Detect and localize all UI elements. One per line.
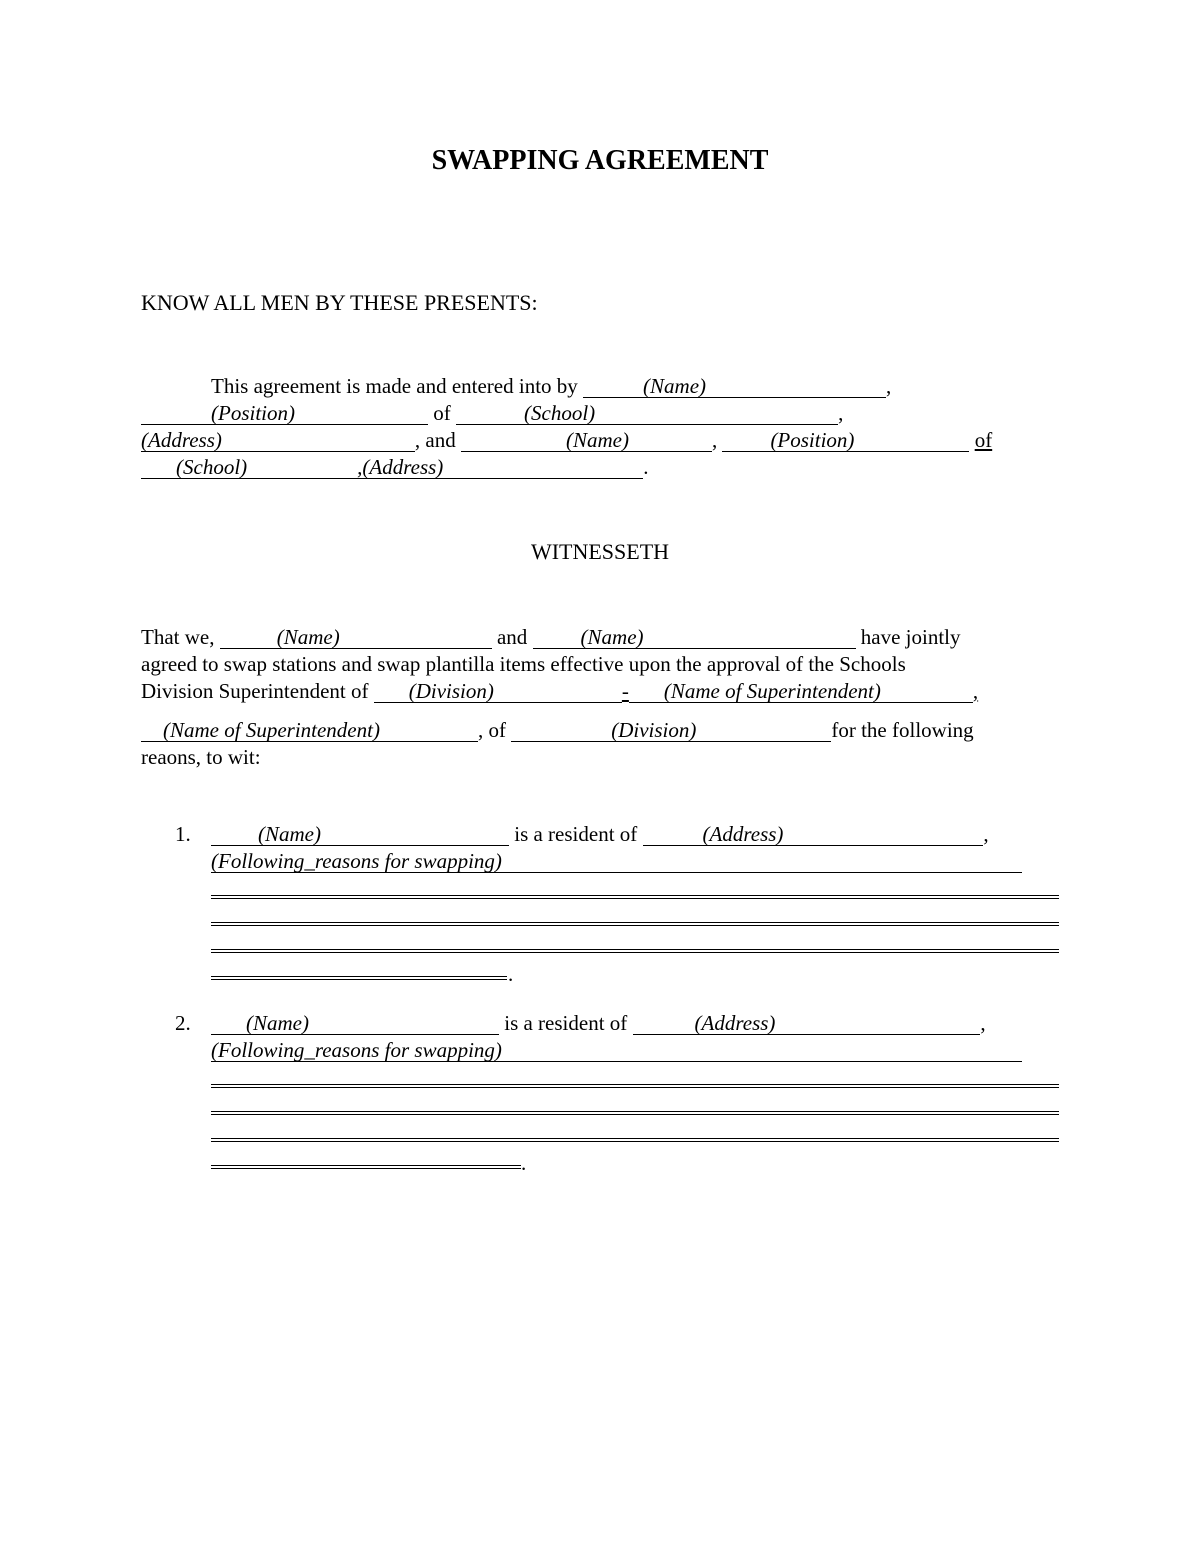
intro-lead: This agreement is made and entered into by <box>211 374 578 398</box>
body-line-1 <box>141 627 961 649</box>
item-1-blank-line[interactable] <box>211 895 1059 896</box>
item-2-reasons-field[interactable]: (Following_reasons for swapping) <box>211 1040 1022 1062</box>
name-field-1[interactable]: (Name) <box>583 376 886 398</box>
position-field-1[interactable]: (Position) <box>141 403 428 425</box>
item-1-name-field[interactable]: (Name) <box>211 824 509 846</box>
intro-comma: , <box>886 374 892 398</box>
intro-of-2: of <box>974 428 993 452</box>
item-1-blank-line[interactable] <box>211 949 1059 950</box>
intro-and: , and <box>414 428 456 452</box>
item-2-line-1 <box>211 1013 986 1035</box>
item-1-period: . <box>508 962 514 986</box>
body-line-2: agreed to swap stations and swap plantilla items effective upon the approval of the Schools <box>141 652 906 676</box>
item-2-name-field[interactable]: (Name) <box>211 1013 499 1035</box>
and-text: and <box>496 625 528 649</box>
school-field-1[interactable]: (School) <box>456 403 838 425</box>
witnesseth-heading: WITNESSETH <box>530 539 670 564</box>
comma: , <box>972 679 979 703</box>
division-superintendent-text: Division Superintendent of <box>141 679 369 703</box>
intro-comma: , <box>711 428 718 452</box>
body-line-4 <box>141 720 974 742</box>
document-title: SWAPPING AGREEMENT <box>431 145 769 176</box>
that-we-text: That we, <box>141 625 215 649</box>
item-1-reasons-field[interactable]: (Following_reasons for swapping) <box>211 851 1022 873</box>
intro-comma: , <box>838 401 844 425</box>
name-field-2[interactable]: (Name) <box>461 430 712 452</box>
item-2-blank-line[interactable] <box>211 1165 521 1166</box>
body-line-5: reaons, to wit: <box>141 745 261 769</box>
division-field-1[interactable]: (Division) <box>374 681 622 703</box>
superintendent-field-1[interactable]: (Name of Superintendent) <box>629 681 973 703</box>
item-1-line-1 <box>211 824 989 846</box>
school-field-2[interactable]: (School) <box>141 457 357 479</box>
intro-line-3 <box>141 430 992 452</box>
item-1-resident-text: is a resident of <box>514 822 638 846</box>
intro-line-2 <box>141 403 843 425</box>
address-field-2[interactable]: ,(Address) <box>357 457 643 479</box>
item-2-line-2 <box>211 1040 1022 1062</box>
intro-period: . <box>643 455 649 479</box>
item-1-blank-line[interactable] <box>211 922 1059 923</box>
dash: - <box>621 679 629 703</box>
have-jointly-text: have jointly <box>860 625 961 649</box>
item-2-blank-line[interactable] <box>211 1084 1059 1085</box>
intro-line-1 <box>211 376 891 398</box>
item-2-address-field[interactable]: (Address) <box>633 1013 981 1035</box>
item-2-period: . <box>521 1151 527 1175</box>
for-following-text: for the following <box>831 718 974 742</box>
item-1-line-2 <box>211 851 1022 873</box>
item-2-resident-text: is a resident of <box>504 1011 628 1035</box>
item-1-address-field[interactable]: (Address) <box>643 824 984 846</box>
division-field-2[interactable]: (Division) <box>511 720 831 742</box>
body-line-3 <box>141 681 978 703</box>
position-field-2[interactable]: (Position) <box>722 430 969 452</box>
of-text: , of <box>477 718 506 742</box>
name-field-a[interactable]: (Name) <box>220 627 492 649</box>
address-field-1[interactable]: (Address) <box>141 430 415 452</box>
intro-line-4 <box>141 457 649 479</box>
item-number-2: 2. <box>175 1011 191 1035</box>
item-1-blank-line[interactable] <box>211 976 507 977</box>
item-2-comma: , <box>980 1011 986 1035</box>
intro-of: of <box>433 401 451 425</box>
item-2-blank-line[interactable] <box>211 1111 1059 1112</box>
item-2-blank-line[interactable] <box>211 1138 1059 1139</box>
preamble-heading: KNOW ALL MEN BY THESE PRESENTS: <box>141 290 538 315</box>
superintendent-field-2[interactable]: (Name of Superintendent) <box>141 720 478 742</box>
item-1-comma: , <box>983 822 989 846</box>
name-field-b[interactable]: (Name) <box>533 627 856 649</box>
item-number-1: 1. <box>175 822 191 846</box>
